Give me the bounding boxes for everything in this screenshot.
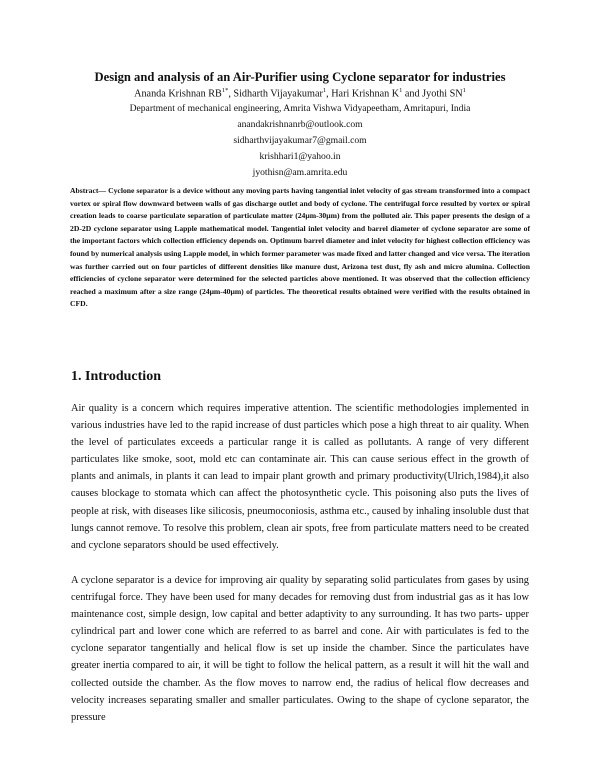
body-paragraph: A cyclone separator is a device for improving air quality by separating solid particulates from gases by using centrifugal force. They have been used for many decades for removing dust from industrial gas as it has low maintenance cost, simple design, low capital and better adaptivity to any surrounding. It has two parts- upper cylindrical part and lower cone which are referred to as barrel and cone. Air with particulates is fed to the cyclone separator tangentially and helical flow is set up inside the chamber. Since the particulates have greater inertia compared to air, it will be tight to follow the helical pattern, as a result it will hit the wall and collected outside the chamber. As the flow moves to narrow end, the radius of helical flow decreases and velocity increases separating smaller and smaller particulates. Owing to the shape of cyclone separator, the pressure <box>71 575 529 723</box>
author-email: krishhari1@yahoo.in <box>259 151 341 162</box>
author-name: Jyothi SN <box>422 88 463 100</box>
author-email: sidharthvijayakumar7@gmail.com <box>233 135 367 146</box>
author-list <box>40 87 560 99</box>
author-affiliation-mark: 1* <box>221 87 229 94</box>
author-separator: and <box>402 88 423 100</box>
section-heading: 1. Introduction <box>71 369 161 384</box>
body-paragraph: Air quality is a concern which requires imperative attention. The scientific methodologies implemented in various industries have led to the rapid increase of dust particles which pose a high threat to air quality. When the level of particulates exceeds a particular range it is called as pollutants. A range of very different particulates like smoke, soot, mold etc can contaminate air. This can cause serious effect in the growth of plants and animals, in plants it can lead to impair plant growth and primary productivity(Ulrich,1984),it also causes blockage to stomata which can affect the photosynthetic cycle. This poisoning also puts the lives of people at risk, with diseases like silicosis, pneumoconiosis, asthma etc., caused by inhaling insoluble dust that lungs cannot remove. To resolve this problem, clean air spots, free from particulate matters need to be created and cyclone separators should be used effectively. <box>71 403 529 551</box>
author-email: anandakrishnanrb@outlook.com <box>237 119 363 130</box>
abstract: Abstract— Cyclone separator is a device without any moving parts having tangential inlet velocity of gas stream transformed into a compact vortex or spiral flow downward between walls of gas discharge outlet and body of cyclone. The centrifugal force resulted by vortex or spiral creation leads to coarse particulate separation of particulate matter (24μm-30μm) from the polluted air. This paper presents the design of a 2D-2D cyclone separator using Lapple mathematical model. Tangential inlet velocity and barrel diameter of cyclone separator are some of the important factors which collection efficiency depends on. Optimum barrel diameter and inlet velocity for highest collection efficiency was found by numerical analysis using Lapple model, in which former parameter was made fixed and latter changed and vice versa. The iteration was further carried out on four particles of different densities like manure dust, Arizona test dust, fly ash and micro alumina. Collection efficiencies of cyclone separator were determined for the selected particles above mentioned. It was observed that the collection efficiency reached a maximum after a size range (24μm-40μm) of particles. The theoretical results obtained were verified with the results obtained in CFD. <box>70 186 530 309</box>
author-affiliation-mark: 1 <box>399 87 403 94</box>
author-separator: , <box>228 88 234 100</box>
author-name: Hari Krishnan K <box>331 88 400 100</box>
author-affiliation-mark: 1 <box>462 87 466 94</box>
affiliation: Department of mechanical engineering, Amrita Vishwa Vidyapeetham, Amritapuri, India <box>129 103 471 114</box>
author-separator: , <box>326 88 332 100</box>
author-name: Ananda Krishnan RB <box>134 88 222 100</box>
author-name: Sidharth Vijayakumar <box>233 88 323 100</box>
author-email: jyothisn@am.amrita.edu <box>252 167 348 178</box>
paper-title: Design and analysis of an Air-Purifier using Cyclone separator for industries <box>94 70 506 84</box>
author-affiliation-mark: 1 <box>322 87 327 94</box>
